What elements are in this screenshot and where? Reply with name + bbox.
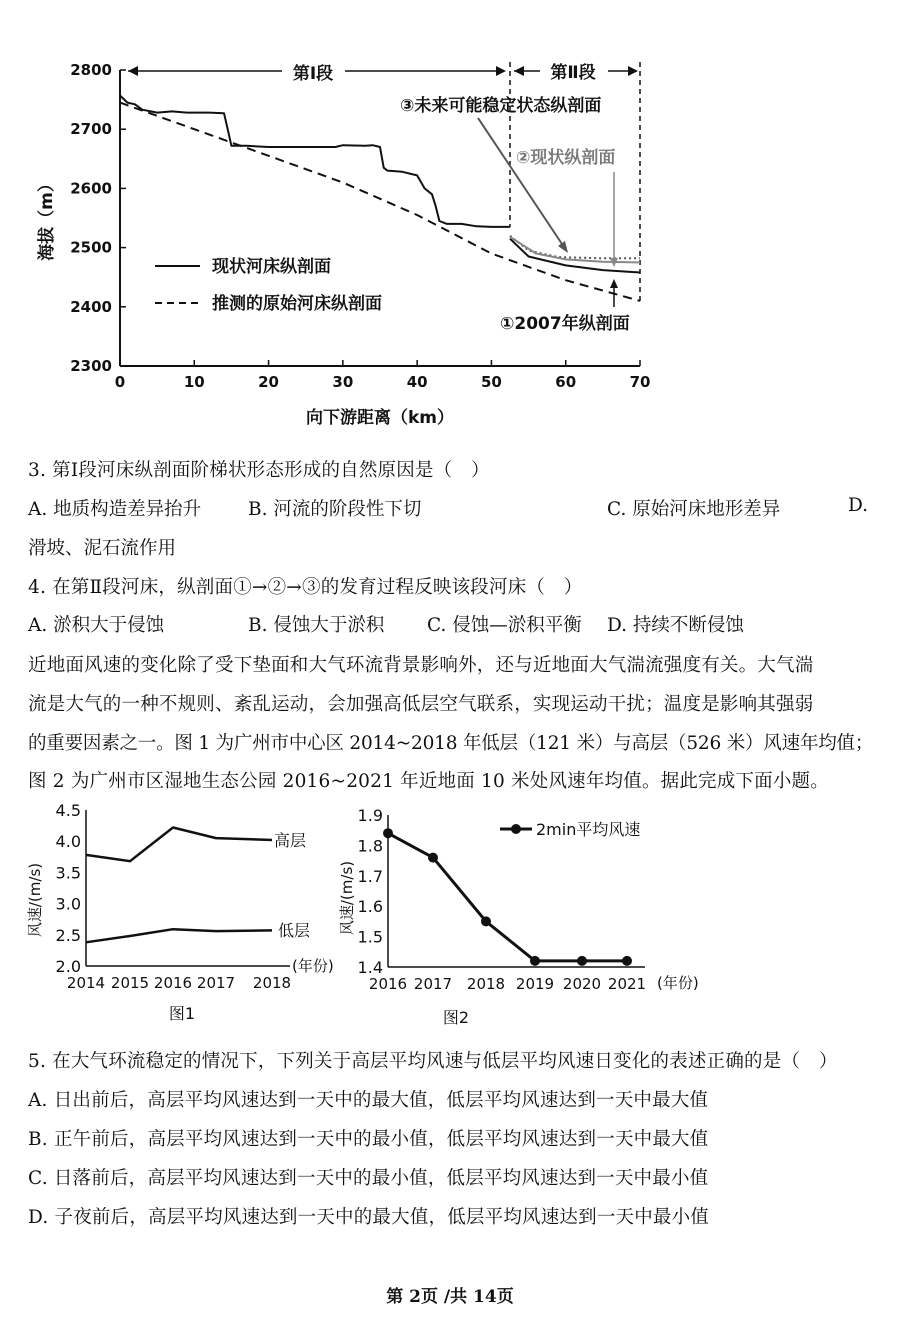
q3-option-c: C. 原始河床地形差异 <box>607 499 781 520</box>
figure2-xlabel: (年份) <box>657 974 699 992</box>
y-tick-label: 2600 <box>70 179 112 198</box>
figure2-y-tick-label: 1.9 <box>357 806 383 825</box>
figure2-y-tick-label: 1.4 <box>357 958 383 977</box>
figure2-point <box>622 956 632 966</box>
river-profile-marks <box>120 96 640 308</box>
figure1-y-tick-label: 2.5 <box>55 925 81 945</box>
legend-solid-label: 现状河床纵剖面 <box>212 257 331 277</box>
x-tick-label: 50 <box>480 373 502 391</box>
x-tick-label: 40 <box>406 373 428 391</box>
x-tick-label: 60 <box>555 373 577 391</box>
y-tick-label: 2700 <box>70 120 112 139</box>
annotation-1: ①2007年纵剖面 <box>500 314 630 334</box>
x-tick-label: 30 <box>332 373 354 391</box>
figure2-y-tick-label: 1.8 <box>357 836 383 856</box>
figure2-point <box>428 853 438 863</box>
figure2-chart <box>330 800 720 1035</box>
figure1-chart <box>0 800 345 1030</box>
figure1-label-high: 高层 <box>274 831 307 850</box>
segment2-arrowhead-left <box>514 66 524 76</box>
passage-line-1: 近地面风速的变化除了受下垫面和大气环流背景影响外，还与近地面大气湍流强度有关。大气湍 <box>28 655 814 676</box>
q4-option-b: B. 侵蚀大于淤积 <box>248 615 385 636</box>
figure1-y-tick-label: 2.0 <box>55 957 81 976</box>
figure2-caption: 图2 <box>442 1008 470 1027</box>
figure1-x-tick-label: 2015 <box>110 974 150 992</box>
figure1-x-tick-label: 2016 <box>153 974 193 992</box>
legend-dashed-label: 推测的原始河床纵剖面 <box>212 294 382 314</box>
figure2-y-tick-label: 1.5 <box>357 927 383 947</box>
q3-option-d: D. <box>848 495 869 516</box>
q5-option-b: B. 正午前后，高层平均风速达到一天中的最小值，低层平均风速达到一天中最大值 <box>28 1129 709 1150</box>
river-profile-ylabel: 海拔（m） <box>37 175 57 261</box>
figure2-ylabel: 风速/(m/s) <box>338 860 356 936</box>
figure2-x-tick-label: 2016 <box>368 975 408 993</box>
figure2-legend-marker <box>511 824 521 834</box>
x-tick-label: 10 <box>183 373 205 391</box>
figure1-label-low: 低层 <box>278 921 311 940</box>
figure2-point <box>481 916 491 926</box>
figure2-series-line <box>388 833 627 961</box>
figure1-marks <box>86 828 272 943</box>
segment1-arrowhead-left <box>128 66 138 76</box>
segment-label-1: 第Ⅰ段 <box>292 64 334 84</box>
q5-stem: 5. 在大气环流稳定的情况下，下列关于高层平均风速与低层平均风速日变化的表述正确的是（ ） <box>28 1051 838 1072</box>
figure1-ylabel: 风速/(m/s) <box>26 862 44 938</box>
segment2-arrowhead-right <box>628 66 638 76</box>
annotation-1-arrowhead <box>610 279 618 288</box>
figure1-series-high <box>86 828 272 862</box>
q5-option-d: D. 子夜前后，高层平均风速达到一天中的最大值，低层平均风速达到一天中最小值 <box>28 1207 710 1228</box>
q4-option-c: C. 侵蚀—淤积平衡 <box>427 615 582 636</box>
river-profile-xlabel: 向下游距离（km） <box>305 408 455 428</box>
figure1-y-tick-label: 4.5 <box>55 801 81 820</box>
figure2-y-tick-label: 1.7 <box>357 866 383 886</box>
passage-line-3: 的重要因素之一。图 1 为广州市中心区 2014~2018 年低层（121 米）与高层（526 米）风速年均值； <box>28 733 874 754</box>
figure2-x-tick-label: 2021 <box>607 975 647 993</box>
passage-line-2: 流是大气的一种不规则、紊乱运动，会加强高低层空气联系，实现运动干扰；温度是影响其强弱 <box>28 694 814 715</box>
y-tick-label: 2500 <box>70 238 112 257</box>
annotation-3-pointer <box>478 118 566 250</box>
q3-option-b: B. 河流的阶段性下切 <box>248 499 422 520</box>
annotation-3-arrowhead <box>558 241 568 253</box>
y-tick-label: 2400 <box>70 297 112 316</box>
annotation-2: ②现状纵剖面 <box>516 148 616 168</box>
profile-series-2 <box>120 103 640 301</box>
q4-option-d: D. 持续不断侵蚀 <box>607 615 744 636</box>
figure2-x-tick-label: 2020 <box>562 975 602 993</box>
profile-series-4 <box>510 236 640 258</box>
passage-line-4: 图 2 为广州市区湿地生态公园 2016~2021 年近地面 10 米处风速年均值。据此完成下面小题。 <box>28 771 829 792</box>
q4-stem: 4. 在第Ⅱ段河床，纵剖面①→②→③的发育过程反映该段河床（ ） <box>28 577 583 598</box>
figure2-x-tick-label: 2019 <box>515 975 555 993</box>
y-tick-label: 2300 <box>70 357 112 375</box>
figure1-y-tick-label: 4.0 <box>55 832 81 852</box>
y-tick-label: 2800 <box>70 61 112 79</box>
figure2-x-tick-label: 2017 <box>413 975 453 993</box>
annotation-3: ③未来可能稳定状态纵剖面 <box>400 96 602 116</box>
figure2-point <box>383 828 393 838</box>
figure2-marks <box>383 828 632 966</box>
q4-option-a: A. 淤积大于侵蚀 <box>28 615 165 636</box>
figure1-x-tick-label: 2017 <box>196 974 236 992</box>
figure2-y-tick-label: 1.6 <box>357 897 383 917</box>
figure1-series-low <box>86 929 272 942</box>
figure2-point <box>577 956 587 966</box>
figure1-x-tick-label: 2014 <box>66 974 106 992</box>
figure2-x-tick-label: 2018 <box>466 975 506 993</box>
figure2-point <box>530 956 540 966</box>
figure1-x-tick-label: 2018 <box>252 974 292 992</box>
figure1-xlabel: (年份) <box>292 957 334 975</box>
segment-label-2: 第Ⅱ段 <box>550 63 596 83</box>
segment1-arrowhead-right <box>496 66 506 76</box>
q5-option-c: C. 日落前后，高层平均风速达到一天中的最小值，低层平均风速达到一天中最小值 <box>28 1168 709 1189</box>
figure1-caption: 图1 <box>168 1004 196 1023</box>
figure1-y-tick-label: 3.0 <box>55 894 81 914</box>
figure1-y-tick-label: 3.5 <box>55 863 81 883</box>
q3-option-d-continued: 滑坡、泥石流作用 <box>28 538 177 559</box>
figure2-legend-label: 2min平均风速 <box>536 820 641 839</box>
x-tick-label: 20 <box>258 373 280 391</box>
figure1-axes <box>56 801 292 992</box>
x-tick-label: 70 <box>629 373 651 391</box>
q3-stem: 3. 第Ⅰ段河床纵剖面阶梯状形态形成的自然原因是（ ） <box>28 460 490 481</box>
page-footer: 第 2页 /共 14页 <box>386 1287 514 1307</box>
q3-option-a: A. 地质构造差异抬升 <box>28 499 202 520</box>
x-tick-label: 0 <box>114 373 126 391</box>
river-profile-chart <box>0 40 900 440</box>
q5-option-a: A. 日出前后，高层平均风速达到一天中的最大值，低层平均风速达到一天中最大值 <box>28 1090 709 1111</box>
